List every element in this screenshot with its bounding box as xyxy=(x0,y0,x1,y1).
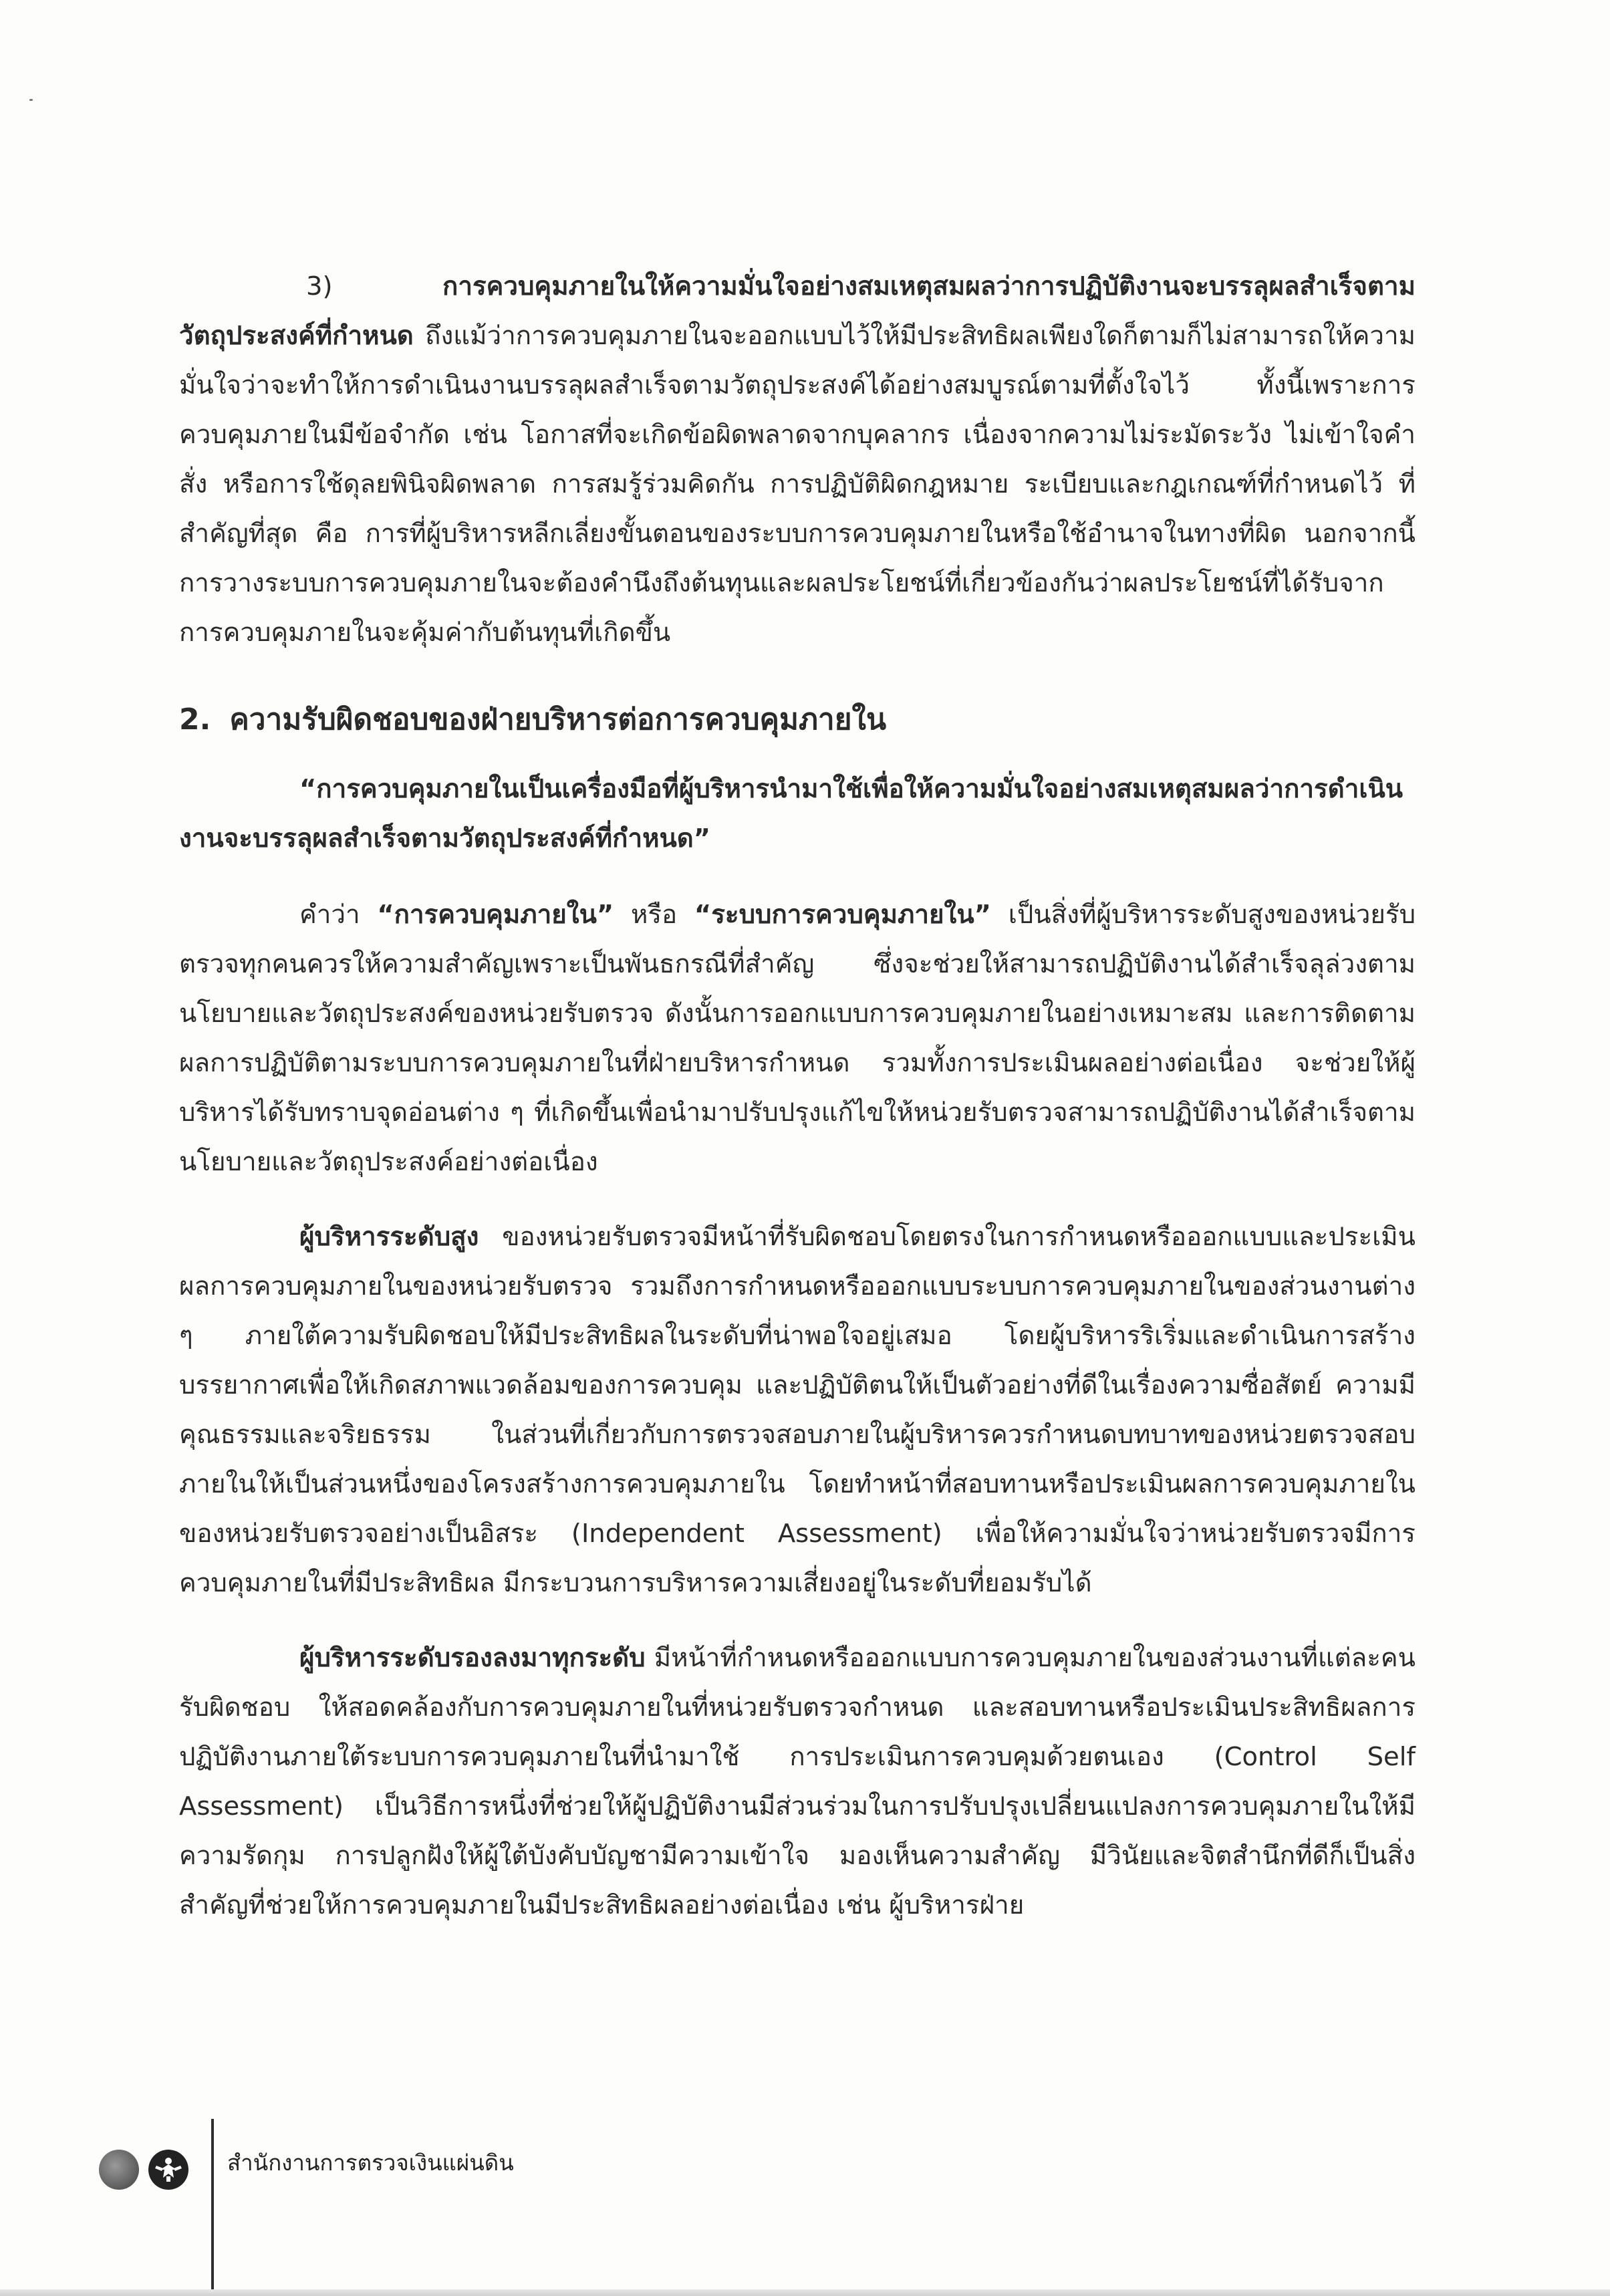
footer-org-name: สำนักงานการตรวจเงินแผ่นดิน xyxy=(227,2150,514,2176)
section-2-number: 2. xyxy=(179,703,211,737)
section-3-paragraph xyxy=(179,262,1416,658)
section-3-number: 3) xyxy=(306,271,333,301)
section-2-quote: “การควบคุมภายในเป็นเครื่องมือที่ผู้บริหารนำมาใช้เพื่อให้ความมั่นใจอย่างสมเหตุสมผลว่าการดำเนินงานจะบรรลุผลสำเร็จตามวัตถุประสงค์ที่กำหนด” xyxy=(179,774,1403,854)
section-2-title: ความรับผิดชอบของฝ่ายบริหารต่อการควบคุมภายใน xyxy=(229,703,887,737)
scan-bottom-edge xyxy=(0,2289,1610,2296)
subordinate-management-paragraph xyxy=(179,1634,1416,1930)
scan-speck xyxy=(29,99,33,101)
senior-management-paragraph xyxy=(179,1213,1416,1608)
footer-divider xyxy=(211,2119,214,2296)
section-2-heading xyxy=(179,695,1416,745)
senior-management-lead: ผู้บริหารระดับสูง xyxy=(299,1222,479,1252)
senior-management-body: ของหน่วยรับตรวจมีหน้าที่รับผิดชอบโดยตรงในการกำหนดหรือออกแบบและประเมินผลการควบคุมภายในของหน่วยรับตรวจ รวมถึงการกำหนดหรือออกแบบระบบการควบคุมภายในของส่วนงานต่าง ๆ ภายใต้ความรับผิดชอบให้มีประสิทธิผลในระดับที่น่าพอใจอยู่เสมอ โดยผู้บริหารริเริ่มและดำเนินการสร้างบรรยากาศเพื่อให้เกิดสภาพแวดล้อมของการควบคุม และปฏิบัติตนให้เป็นตัวอย่างที่ดีในเรื่องความซื่อสัตย์ ความมีคุณธรรมและจริยธรรม ในส่วนที่เกี่ยวกับการตรวจสอบภายในผู้บริหารควรกำหนดบทบาทของหน่วยตรวจสอบภายในให้เป็นส่วนหนึ่งของโครงสร้างการควบคุมภายใน โดยทำหน้าที่สอบทานหรือประเมินผลการควบคุมภายในของหน่วยรับตรวจอย่างเป็นอิสระ (Independent Assessment) เพื่อให้ความมั่นใจว่าหน่วยรับตรวจมีการควบคุมภายในที่มีประสิทธิผล มีกระบวนการบริหารความเสี่ยงอยู่ในระดับที่ยอมรับได้ xyxy=(179,1222,1416,1598)
definition-text-1: คำว่า xyxy=(299,900,378,930)
subordinate-management-lead: ผู้บริหารระดับรองลงมาทุกระดับ xyxy=(299,1643,646,1673)
definition-paragraph xyxy=(179,890,1416,1187)
term-internal-control: “การควบคุมภายใน” xyxy=(377,900,614,930)
section-3-body: ถึงแม้ว่าการควบคุมภายในจะออกแบบไว้ให้มีประสิทธิผลเพียงใดก็ตามก็ไม่สามารถให้ความมั่นใจว่าจะทำให้การดำเนินงานบรรลุผลสำเร็จตามวัตถุประสงค์ได้อย่างสมบูรณ์ตามที่ตั้งใจไว้ ทั้งนี้เพราะการควบคุมภายในมีข้อจำกัด เช่น โอกาสที่จะเกิดข้อผิดพลาดจากบุคลากร เนื่องจากความไม่ระมัดระวัง ไม่เข้าใจคำสั่ง หรือการใช้ดุลยพินิจผิดพลาด การสมรู้ร่วมคิดกัน การปฏิบัติผิดกฎหมาย ระเบียบและกฎเกณฑ์ที่กำหนดไว้ ที่สำคัญที่สุด คือ การที่ผู้บริหารหลีกเลี่ยงขั้นตอนของระบบการควบคุมภายในหรือใช้อำนาจในทางที่ผิด นอกจากนี้การวางระบบการควบคุมภายในจะต้องคำนึงถึงต้นทุนและผลประโยชน์ที่เกี่ยวข้องกันว่าผลประโยชน์ที่ได้รับจากการควบคุมภายในจะคุ้มค่ากับต้นทุนที่เกิดขึ้น xyxy=(179,321,1416,648)
section-3-lead: การควบคุมภายในให้ความมั่นใจอย่างสมเหตุสมผลว่าการปฏิบัติงานจะบรรลุผลสำเร็จตามวัตถุประสงค์ที่กำหนด xyxy=(179,271,1416,351)
definition-text-3: เป็นสิ่งที่ผู้บริหารระดับสูงของหน่วยรับตรวจทุกคนควรให้ความสำคัญเพราะเป็นพันธกรณีที่สำคัญ ซึ่งจะช่วยให้สามารถปฏิบัติงานได้สำเร็จลุล่วงตามนโยบายและวัตถุประสงค์ของหน่วยรับตรวจ ดังนั้นการออกแบบการควบคุมภายในอย่างเหมาะสม และการติดตามผลการปฏิบัติตามระบบการควบคุมภายในที่ฝ่ายบริหารกำหนด รวมทั้งการประเมินผลอย่างต่อเนื่อง จะช่วยให้ผู้บริหารได้รับทราบจุดอ่อนต่าง ๆ ที่เกิดขึ้นเพื่อนำมาปรับปรุงแก้ไขให้หน่วยรับตรวจสามารถปฏิบัติงานได้สำเร็จตามนโยบายและวัตถุประสงค์อย่างต่อเนื่อง xyxy=(179,900,1416,1177)
page-badge-icon xyxy=(99,2150,139,2190)
definition-text-2: หรือ xyxy=(614,900,694,930)
subordinate-management-body: มีหน้าที่กำหนดหรือออกแบบการควบคุมภายในของส่วนงานที่แต่ละคนรับผิดชอบ ให้สอดคล้องกับการควบคุมภายในที่หน่วยรับตรวจกำหนด และสอบทานหรือประเมินประสิทธิผลการปฏิบัติงานภายใต้ระบบการควบคุมภายในที่นำมาใช้ การประเมินการควบคุมด้วยตนเอง (Control Self Assessment) เป็นวิธีการหนึ่งที่ช่วยให้ผู้ปฏิบัติงานมีส่วนร่วมในการปรับปรุงเปลี่ยนแปลงการควบคุมภายในให้มีความรัดกุม การปลูกฝังให้ผู้ใต้บังคับบัญชามีความเข้าใจ มองเห็นความสำคัญ มีวินัยและจิตสำนึกที่ดีก็เป็นสิ่งสำคัญที่ช่วยให้การควบคุมภายในมีประสิทธิผลอย่างต่อเนื่อง เช่น ผู้บริหารฝ่าย xyxy=(179,1643,1416,1920)
term-internal-control-system: “ระบบการควบคุมภายใน” xyxy=(694,900,991,930)
page-body xyxy=(179,262,1416,1930)
garuda-emblem-icon xyxy=(148,2150,188,2190)
